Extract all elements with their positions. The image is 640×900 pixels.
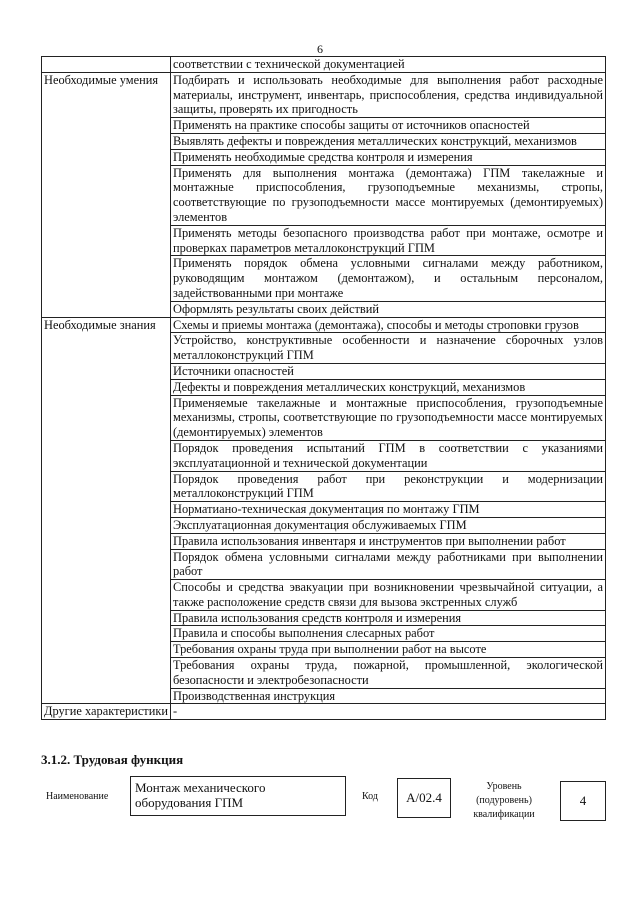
item-cell: Эксплуатационная документация обслуживаемых ГПМ (171, 517, 606, 533)
page-number: 6 (317, 42, 323, 56)
item-cell: Порядок обмена условными сигналами между работниками при выполнении работ (171, 549, 606, 580)
item-cell: Применяемые такелажные и монтажные приспособления, грузоподъемные механизмы, стропы, соответствующие по грузоподъемности массе монтируемых (демонтируемых) элементов (171, 395, 606, 440)
item-cell: Требования охраны труда при выполнении работ на высоте (171, 642, 606, 658)
name-label: Наименование (46, 791, 109, 802)
table-row (42, 704, 606, 720)
item-cell: Применять для выполнения монтажа (демонтажа) ГПМ такелажные и монтажные приспособления, грузоподъемные механизмы, стропы, соответствующие по грузоподъемности массе монтируемых (демонтируемых) элементов (171, 165, 606, 225)
item-cell: - (171, 704, 606, 720)
item-cell: Устройство, конструктивные особенности и назначение сборочных узлов металлоконструкций ГПМ (171, 333, 606, 364)
category-cell: Другие характеристики (42, 704, 171, 720)
item-cell: Применять методы безопасного производства работ при монтаже, осмотре и проверках параметров металлоконструкций ГПМ (171, 225, 606, 256)
item-cell: Порядок проведения испытаний ГПМ в соответствии с указаниями эксплуатационной и технической документации (171, 440, 606, 471)
item-cell: Источники опасностей (171, 363, 606, 379)
item-cell: Требования охраны труда, пожарной, промышленной, экологической безопасности и электробезопасности (171, 658, 606, 689)
item-cell: Правила и способы выполнения слесарных работ (171, 626, 606, 642)
category-cell: Необходимые знания (42, 317, 171, 704)
item-cell: Применять порядок обмена условными сигналами между работником, руководящим монтажом (демонтажом), и остальным персоналом, задействованными при монтаже (171, 256, 606, 301)
section-heading: 3.1.2. Трудовая функция (41, 752, 184, 767)
item-cell: Оформлять результаты своих действий (171, 301, 606, 317)
table-row (42, 72, 606, 117)
category-cell: Необходимые умения (42, 72, 171, 317)
qualification-level-box: 4 (560, 781, 606, 821)
item-cell: Правила использования инвентаря и инструментов при выполнении работ (171, 533, 606, 549)
item-cell: Норматиано-техническая документация по монтажу ГПМ (171, 502, 606, 518)
item-cell: Дефекты и повреждения металлических конструкций, механизмов (171, 379, 606, 395)
item-cell: Правила использования средств контроля и измерения (171, 610, 606, 626)
function-name-box: Монтаж механического оборудования ГПМ (130, 776, 346, 816)
item-cell: Применять на практике способы защиты от источников опасностей (171, 118, 606, 134)
item-cell: Применять необходимые средства контроля и измерения (171, 149, 606, 165)
item-cell: Выявлять дефекты и повреждения металлических конструкций, механизмов (171, 133, 606, 149)
requirements-table (41, 56, 606, 720)
code-label: Код (362, 791, 378, 802)
item-cell: Производственная инструкция (171, 688, 606, 704)
category-cell (42, 57, 171, 73)
table-row (42, 317, 606, 333)
level-label-line-1: Уровень (486, 781, 522, 792)
level-label (462, 780, 546, 822)
item-cell: Подбирать и использовать необходимые для выполнения работ расходные материалы, инструмент, инвентарь, приспособления, средства индивидуальной защиты, проверять их пригодность (171, 72, 606, 117)
level-label-line-3: квалификации (473, 809, 535, 820)
table-row (42, 57, 606, 73)
item-cell: Способы и средства эвакуации при возникновении чрезвычайной ситуации, а также расположение средств связи для вызова экстренных служб (171, 580, 606, 611)
function-code-box: A/02.4 (397, 778, 451, 818)
item-cell: Порядок проведения работ при реконструкции и модернизации металлоконструкций ГПМ (171, 471, 606, 502)
item-cell: Схемы и приемы монтажа (демонтажа), способы и методы строповки грузов (171, 317, 606, 333)
level-label-line-2: (подуровень) (476, 795, 532, 806)
item-cell: соответствии с технической документацией (171, 57, 606, 73)
